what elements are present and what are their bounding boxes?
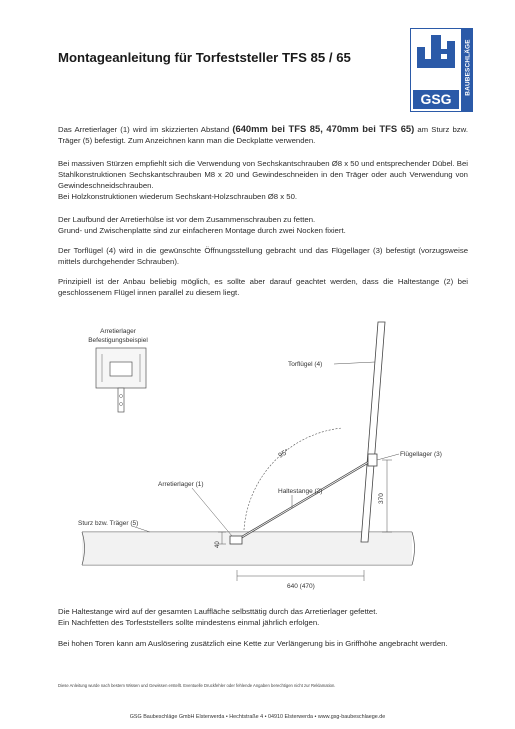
p2b-text: Bei Holzkonstruktionen wiederum Sechskant-Holzschrauben Ø8 x 50. [58, 192, 298, 202]
leader-arretierlager [192, 488, 232, 536]
p3b-text: Grund- und Zwischenplatte sind zur einfacheren Montage durch zwei Nocken fixiert. [58, 226, 346, 236]
label-torfluegel: Torflügel (4) [288, 361, 323, 368]
paragraph-1 [58, 123, 468, 146]
paragraph-6 [58, 606, 468, 628]
haltestange-rod-highlight [237, 460, 372, 540]
paragraph-5: Prinzipiell ist der Anbau beliebig möglich, es sollte aber darauf geachtet werden, dass die Haltestange (2) bei geschlossenem Flügel innen parallel zu diesem liegt. [58, 277, 468, 298]
dim-640-label: 640 (470) [287, 583, 315, 590]
dim-370-label: 370 [378, 493, 385, 504]
paragraph-4: Der Torflügel (4) wird in die gewünschte Öffnungsstellung gebracht und das Flügellager (3) befestigt (vorzugsweise mittels durchgehender Schrauben). [58, 246, 468, 267]
angle-label: 95° [277, 448, 291, 460]
logo-mark-icon [411, 29, 461, 91]
p1-text-c: am Sturz bzw. Träger (5) befestigt. Zum Anzeichnen kann man die Deckplatte verwenden. [58, 125, 468, 146]
torfluegel-drawing [361, 322, 385, 542]
logo-side-text: BAUBESCHLÄGE [464, 39, 472, 96]
arretierlager-bearing [230, 536, 242, 544]
p3-text: Der Laufbund der Arretierhülse ist vor dem Zusammenschrauben zu fetten. [58, 215, 316, 224]
p1-text-a: Das Arretierlager (1) wird im skizzierten Abstand [58, 125, 233, 134]
dimension-640 [237, 570, 364, 581]
paragraph-3 [58, 214, 468, 236]
inset-title-1: Arretierlager [100, 328, 136, 335]
p2-text: Bei massiven Stürzen empfiehlt sich die Verwendung von Sechskantschrauben Ø8 x 50 und entsprechender Dübel. Bei Stahlkonstruktionen Sechskantschrauben M8 x 20 und Gewindeschneiden in den Träger oder auch Verwendung von Gewindeschneidschrauben. [58, 159, 468, 191]
label-fluegellager: Flügellager (3) [400, 451, 442, 458]
dim-40-label: 40 [215, 541, 221, 548]
label-arretierlager: Arretierlager (1) [158, 481, 204, 488]
leader-torfluegel [334, 362, 375, 364]
inset-arretierlager-drawing [96, 348, 146, 412]
company-logo [410, 28, 472, 112]
p1-dimensions: (640mm bei TFS 85, 470mm bei TFS 65) [232, 123, 415, 134]
leader-sturz [132, 526, 150, 532]
p6-text: Die Haltestange wird auf der gesamten Lauffläche selbsttätig durch das Arretierlager gefettet. [58, 607, 378, 616]
angle-arc [244, 428, 342, 530]
p6b-text: Ein Nachfetten des Torfeststellers sollte mindestens einmal jährlich erfolgen. [58, 618, 320, 628]
footer: GSG Baubeschläge GmbH Elsterwerda • Hechtstraße 4 • 04910 Elsterwerda • www.gsg-baubeschlaege.de [129, 714, 386, 720]
disclaimer: Diese Anleitung wurde nach bestem Wissen und Gewissen erstellt. Eventuelle Druckfehler oder fehlende Angaben berechtigen nicht zur Reklamation. [58, 683, 336, 688]
mounting-diagram [72, 318, 452, 596]
page-title: Montageanleitung für Torfeststeller TFS 85 / 65 [58, 50, 351, 65]
logo-side-band [462, 28, 473, 112]
fluegellager-bearing [368, 454, 377, 466]
leader-fluegellager [377, 454, 399, 460]
paragraph-7: Bei hohen Toren kann am Auslösering zusätzlich eine Kette zur Verlängerung bis in Griffhöhe angebracht werden. [58, 639, 448, 648]
paragraph-2 [58, 158, 468, 202]
logo-text: GSG [413, 90, 459, 109]
label-sturz: Sturz bzw. Träger (5) [78, 520, 139, 527]
inset-title-2: Befestigungsbeispiel [88, 337, 148, 344]
label-haltestange: Haltestange (2) [278, 488, 323, 495]
